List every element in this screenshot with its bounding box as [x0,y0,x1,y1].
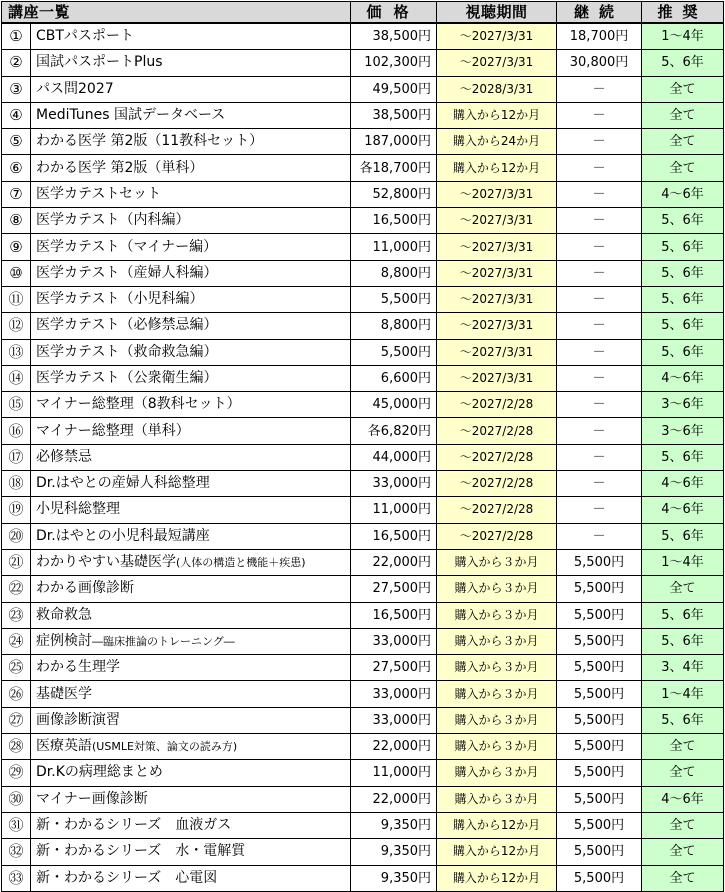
course-title [31,286,351,312]
table-row [2,234,724,260]
viewing-period: ～2027/3/31 [437,260,557,286]
course-title [31,208,351,234]
course-name: 医学カテスト（公衆衛生編） [36,370,218,386]
course-title [31,444,351,470]
viewing-period: ～2028/3/31 [437,76,557,102]
row-number: ⑨ [2,234,31,260]
row-number: ⑬ [2,339,31,365]
course-price: 22,000円 [351,549,437,575]
course-title [31,760,351,786]
course-price: 102,300円 [351,50,437,76]
row-number: ⑳ [2,523,31,549]
course-name: CBTパスポート [36,28,134,45]
course-price: 16,500円 [351,208,437,234]
renewal-price: 5,500円 [557,812,642,838]
viewing-period: 購入から３か月 [437,628,557,654]
course-price: 49,500円 [351,76,437,102]
recommended-year: 4～6年 [642,786,724,812]
course-price: 16,500円 [351,602,437,628]
course-name: Dr.はやとの産婦人科総整理 [36,475,210,492]
recommended-year: 5、6年 [642,313,724,339]
recommended-year: 全て [642,129,724,155]
course-title [31,260,351,286]
viewing-period: 購入から３か月 [437,734,557,760]
renewal-price: 5,500円 [557,681,642,707]
table-row [2,523,724,549]
recommended-year: 4～6年 [642,471,724,497]
course-name: 救命救急 [36,606,92,623]
course-name: Dr.はやとの小児科最短講座 [36,527,210,544]
recommended-year: 5、6年 [642,602,724,628]
course-name: わかりやすい基礎医学 [36,554,176,571]
row-number: ⑭ [2,365,31,391]
course-name: わかる画像診断 [36,580,134,597]
renewal-price: － [557,392,642,418]
viewing-period: ～2027/3/31 [437,286,557,312]
recommended-year: 1～4年 [642,681,724,707]
table-row [2,181,724,207]
viewing-period: ～2027/3/31 [437,208,557,234]
course-name: マイナー画像診断 [36,790,148,807]
course-title [31,681,351,707]
row-number: ㉙ [2,760,31,786]
renewal-price: － [557,339,642,365]
renewal-price: － [557,102,642,128]
course-price: 38,500円 [351,102,437,128]
viewing-period: ～2027/2/28 [437,392,557,418]
renewal-price: － [557,208,642,234]
row-number: ㉘ [2,734,31,760]
renewal-price: － [557,365,642,391]
renewal-price: 5,500円 [557,734,642,760]
recommended-year: 全て [642,812,724,838]
recommended-year: 全て [642,102,724,128]
course-price: 11,000円 [351,497,437,523]
row-number: ㉜ [2,839,31,865]
recommended-year: 5、6年 [642,523,724,549]
row-number: ⑪ [2,286,31,312]
recommended-year: 5、6年 [642,50,724,76]
renewal-price: － [557,286,642,312]
course-price: 9,350円 [351,839,437,865]
renewal-price: － [557,129,642,155]
course-title [31,365,351,391]
table-row [2,655,724,681]
course-price: 44,000円 [351,444,437,470]
course-price: 187,000円 [351,129,437,155]
recommended-year: 全て [642,76,724,102]
renewal-price: 5,500円 [557,576,642,602]
course-price: 5,500円 [351,286,437,312]
row-number: ㉒ [2,576,31,602]
viewing-period: 購入から12か月 [437,102,557,128]
course-price: 9,350円 [351,865,437,891]
renewal-price: － [557,497,642,523]
recommended-year: 全て [642,155,724,181]
table-header [2,2,724,24]
course-price: 27,500円 [351,655,437,681]
header-renewal: 継続 [557,2,642,24]
table-row [2,549,724,575]
renewal-price: － [557,471,642,497]
row-number: ③ [2,76,31,102]
header-course: 講座一覧 [2,2,351,24]
viewing-period: 購入から３か月 [437,681,557,707]
recommended-year: 5、6年 [642,707,724,733]
renewal-price: － [557,76,642,102]
table-row [2,628,724,654]
row-number: ㉝ [2,865,31,891]
course-name: 医学カテスト（小児科編） [36,291,204,308]
course-title [31,181,351,207]
viewing-period: 購入から12か月 [437,865,557,891]
row-number: ㉔ [2,628,31,654]
renewal-price: － [557,260,642,286]
row-number: ㉑ [2,549,31,575]
row-number: ⑩ [2,260,31,286]
course-name: 新・わかるシリーズ 水・電解質 [36,843,246,860]
recommended-year: 4～6年 [642,365,724,391]
row-number: ⑱ [2,471,31,497]
course-title [31,576,351,602]
course-name: 新・わかるシリーズ 心電図 [36,869,218,886]
course-price: 33,000円 [351,471,437,497]
course-price: 33,000円 [351,707,437,733]
renewal-price: － [557,523,642,549]
row-number: ㉗ [2,707,31,733]
renewal-price: － [557,234,642,260]
viewing-period: ～2027/3/31 [437,23,557,50]
viewing-period: ～2027/3/31 [437,50,557,76]
table-row [2,129,724,155]
course-name: マイナー総整理（単科） [36,422,190,439]
viewing-period: ～2027/3/31 [437,365,557,391]
row-number: ⑦ [2,181,31,207]
course-title [31,628,351,654]
recommended-year: 5、6年 [642,286,724,312]
recommended-year: 5、6年 [642,628,724,654]
course-title [31,839,351,865]
header-row [2,2,724,24]
course-name: 基礎医学 [36,685,92,702]
table-body [2,23,724,891]
recommended-year: 4～6年 [642,497,724,523]
course-price: 各6,820円 [351,418,437,444]
recommended-year: 5、6年 [642,208,724,234]
table-row [2,339,724,365]
course-price: 5,500円 [351,339,437,365]
table-row [2,418,724,444]
course-name: 医療英語 [36,738,92,755]
table-row [2,313,724,339]
row-number: ⑤ [2,129,31,155]
course-name: 医学カテスト（マイナー編） [36,238,218,255]
course-name: MediTunes 国試データベース [36,107,226,124]
recommended-year: 5、6年 [642,339,724,365]
course-price: 45,000円 [351,392,437,418]
recommended-year: 5、6年 [642,444,724,470]
course-price: 33,000円 [351,628,437,654]
course-name: 必修禁忌 [36,448,92,465]
course-name: わかる生理学 [36,659,120,676]
course-note: ―臨床推論のトレーニング― [92,634,235,648]
course-title [31,549,351,575]
course-table [1,1,724,892]
table-row [2,707,724,733]
course-name: パス問2027 [36,80,114,97]
recommended-year: 5、6年 [642,260,724,286]
course-price: 52,800円 [351,181,437,207]
recommended-year: 全て [642,865,724,891]
viewing-period: 購入から３か月 [437,655,557,681]
viewing-period: ～2027/3/31 [437,313,557,339]
table-row [2,76,724,102]
course-price: 11,000円 [351,234,437,260]
row-number: ② [2,50,31,76]
course-title [31,655,351,681]
renewal-price: － [557,313,642,339]
table-row [2,812,724,838]
course-title [31,129,351,155]
recommended-year: 全て [642,734,724,760]
course-name: 医学カテスト（必修禁忌編） [36,317,218,334]
viewing-period: ～2027/2/28 [437,418,557,444]
course-title [31,734,351,760]
recommended-year: 全て [642,760,724,786]
renewal-price: － [557,155,642,181]
table-row [2,576,724,602]
viewing-period: 購入から24か月 [437,129,557,155]
course-title [31,313,351,339]
row-number: ⑥ [2,155,31,181]
course-title [31,23,351,50]
renewal-price: － [557,418,642,444]
course-title [31,102,351,128]
course-title [31,155,351,181]
row-number: ⑫ [2,313,31,339]
course-title [31,786,351,812]
table-row [2,786,724,812]
row-number: ① [2,23,31,50]
table-row [2,286,724,312]
course-name: Dr.Kの病理総まとめ [36,764,163,781]
viewing-period: ～2027/3/31 [437,339,557,365]
course-price: 33,000円 [351,681,437,707]
course-name: 小児科総整理 [36,501,120,518]
renewal-price: 5,500円 [557,628,642,654]
course-title [31,471,351,497]
course-note: (USMLE対策、論文の読み方) [92,740,238,754]
renewal-price: 5,500円 [557,839,642,865]
course-title [31,234,351,260]
row-number: ⑰ [2,444,31,470]
table-row [2,839,724,865]
table-row [2,471,724,497]
course-name: 新・わかるシリーズ 血液ガス [36,817,232,834]
recommended-year: 4～6年 [642,181,724,207]
course-price: 11,000円 [351,760,437,786]
viewing-period: ～2027/3/31 [437,234,557,260]
course-title [31,602,351,628]
viewing-period: 購入から３か月 [437,786,557,812]
table-row [2,760,724,786]
course-title [31,418,351,444]
table-row [2,497,724,523]
course-title [31,339,351,365]
viewing-period: 購入から12か月 [437,839,557,865]
course-price: 22,000円 [351,786,437,812]
course-title [31,392,351,418]
viewing-period: 購入から３か月 [437,707,557,733]
table-row [2,734,724,760]
renewal-price: 5,500円 [557,707,642,733]
course-price: 各18,700円 [351,155,437,181]
viewing-period: ～2027/2/28 [437,523,557,549]
row-number: ⑲ [2,497,31,523]
viewing-period: ～2027/3/31 [437,181,557,207]
row-number: ⑧ [2,208,31,234]
course-name: わかる医学 第2版（単科） [36,159,204,176]
course-price: 38,500円 [351,23,437,50]
recommended-year: 全て [642,839,724,865]
renewal-price: 5,500円 [557,760,642,786]
renewal-price: 5,500円 [557,865,642,891]
table-row [2,444,724,470]
recommended-year: 1～4年 [642,23,724,50]
renewal-price: － [557,444,642,470]
course-name: 医学カテストセット [36,185,162,202]
row-number: ㉚ [2,786,31,812]
recommended-year: 全て [642,576,724,602]
course-name: 医学カテスト（救命救急編） [36,343,218,360]
recommended-year: 1～4年 [642,549,724,575]
renewal-price: 5,500円 [557,655,642,681]
row-number: ⑯ [2,418,31,444]
course-name: 医学カテスト（内科編） [36,212,190,229]
viewing-period: 購入から３か月 [437,602,557,628]
course-price: 16,500円 [351,523,437,549]
renewal-price: 18,700円 [557,23,642,50]
table-row [2,392,724,418]
recommended-year: 3～6年 [642,392,724,418]
course-name: 医学カテスト（産婦人科編） [36,264,218,281]
viewing-period: 購入から12か月 [437,812,557,838]
course-title [31,707,351,733]
table-row [2,208,724,234]
viewing-period: ～2027/2/28 [437,471,557,497]
course-price: 6,600円 [351,365,437,391]
renewal-price: 5,500円 [557,786,642,812]
table-row [2,260,724,286]
viewing-period: ～2027/2/28 [437,444,557,470]
renewal-price: 5,500円 [557,602,642,628]
row-number: ⑮ [2,392,31,418]
course-price: 22,000円 [351,734,437,760]
renewal-price: － [557,181,642,207]
table-row [2,155,724,181]
table-row [2,602,724,628]
recommended-year: 3～6年 [642,418,724,444]
course-price: 8,800円 [351,260,437,286]
table-row [2,23,724,50]
table-row [2,865,724,891]
course-name: 国試パスポートPlus [36,54,163,71]
course-price: 27,500円 [351,576,437,602]
header-period: 視聴期間 [437,2,557,24]
viewing-period: ～2027/2/28 [437,497,557,523]
course-title [31,76,351,102]
row-number: ㉛ [2,812,31,838]
course-name: わかる医学 第2版（11教科セット） [36,133,264,150]
table-row [2,102,724,128]
row-number: ㉕ [2,655,31,681]
course-price: 8,800円 [351,313,437,339]
course-title [31,812,351,838]
table-row [2,50,724,76]
row-number: ④ [2,102,31,128]
viewing-period: 購入から３か月 [437,576,557,602]
viewing-period: 購入から12か月 [437,155,557,181]
header-recommended: 推奨 [642,2,724,24]
recommended-year: 5、6年 [642,234,724,260]
header-price: 価格 [351,2,437,24]
course-name: 症例検討 [36,632,92,649]
course-title [31,497,351,523]
viewing-period: 購入から３か月 [437,549,557,575]
recommended-year: 3、4年 [642,655,724,681]
renewal-price: 30,800円 [557,50,642,76]
row-number: ㉓ [2,602,31,628]
course-note: (人体の構造と機能＋疾患) [176,556,306,570]
renewal-price: 5,500円 [557,549,642,575]
table-row [2,365,724,391]
course-name: マイナー総整理（8教科セット） [36,396,241,413]
viewing-period: 購入から３か月 [437,760,557,786]
row-number: ㉖ [2,681,31,707]
course-title [31,523,351,549]
course-name: 画像診断演習 [36,711,120,728]
table-row [2,681,724,707]
course-title [31,50,351,76]
course-price-list [1,1,724,892]
course-price: 9,350円 [351,812,437,838]
course-title [31,865,351,891]
